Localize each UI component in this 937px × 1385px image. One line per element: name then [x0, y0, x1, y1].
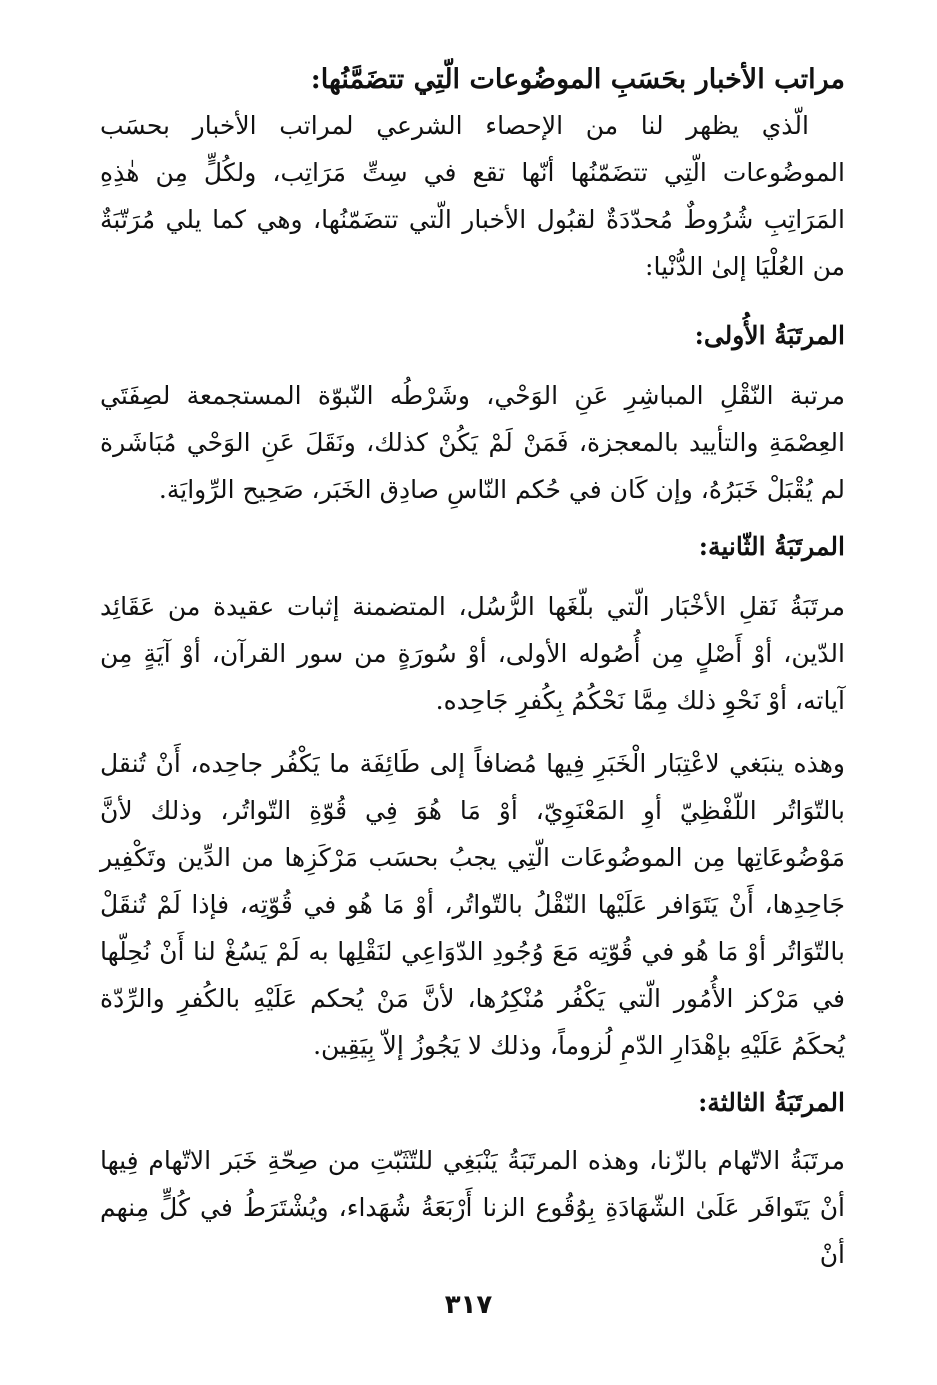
section-second-rank-paragraph-1: مرتَبَةُ نَقلِ الأخْبَار الّتي بلّغَها الرُّسُل، المتضمنة إثبات عقيدة من عَقَائِد الدّين، أوْ أَصْلٍ مِن أُصُوله الأولى، أوْ سُورَةٍ من سور القرآن، أوْ آيَةٍ مِن آياته، أوْ نَحْوِ ذلك مِمَّا نَحْكُمُ بِكُفرِ جَاحِده. [100, 592, 845, 715]
section-third-rank-paragraph: مرتَبَةُ الاتّهام بالزّنا، وهذه المرتَبَةُ يَنْبَغِي للتّثَبّتِ من صِحّةِ خَبَر الاتّهام فِيها أنْ يَتَوافَر عَلَىٰ الشّهَادَةِ بِوُقُوع الزنا أَرْبَعَةُ شُهَداء، ويُشْتَرَطُ في كُلٍّ مِنهم أنْ [100, 1146, 845, 1269]
section-first-rank-paragraph: مرتبة النّقْلِ المباشِرِ عَنِ الوَحْي، وشَرْطُه النّبوّة المستجمعة لصِفَتَي العِصْمَةِ والتأييد بالمعجزة، فَمَنْ لَمْ يَكُنْ كذلك، ونَقَلَ عَنِ الوَحْي مُبَاشَرة لم يُقْبَلْ خَبَرُهُ، وإن كَان في حُكم النّاسِ صادِق الخَبَر، صَحِيح الرِّوايَة. [100, 381, 845, 504]
section-heading-second-rank: المرتَبَةُ الثّانية: [698, 532, 845, 561]
page-title: مراتب الأخبار بحَسَبِ الموضُوعات الّتِي تتضَمَّنُها: [310, 64, 845, 95]
page-number: ٣١٧ [444, 1290, 493, 1320]
section-heading-first-rank: المرتَبَةُ الأُولى: [694, 321, 845, 350]
intro-paragraph: الّذي يظهر لنا من الإحصاء الشرعي لمراتب الأخبار بحسَب الموضُوعات الّتِي تتضَمّنُها أنّها تقع في سِتِّ مَرَاتِب، ولكُلٍّ مِن هٰذِهِ المَرَاتِبِ شُرُوطٌ مُحدّدَةٌ لقبُول الأخبار الّتي تتضَمّنُها، وهي كما يلي مُرَتّبَةٌ من العُلْيَا إلىٰ الدُّنْيا: [100, 111, 845, 281]
section-heading-third-rank: المرتَبَةُ الثالثة: [698, 1088, 845, 1117]
section-second-rank-paragraph-2: وهذه ينبَغي لاعْتِبَار الْخَبَرِ فِيها مُضافاً إلى طَائِفَة ما يَكْفُر جاحِده، أَنْ تُنقل بالتّوَاتُر اللّفْظِيّ أوِ المَعْنَوِيّ، أوْ مَا هُوَ فِي قُوّةِ التّواتُر، وذلك لأنَّ مَوْضُوعَاتِها مِن الموضُوعَات الّتِي يجبُ بحسَب مَرْكَزِها من الدِّين وتَكْفِير جَاحِدِها، أَنْ يَتَوَافر عَلَيْها النّقْلُ بالتّواتُر، أوْ مَا هُو في قُوّتِه، فإذا لَمْ تُنقَلْ بالتّوَاتُر أوْ مَا هُو في قُوّتِه مَعَ وُجُودِ الدّوَاعِي لنَقْلِها به لَمْ يَسُغْ لنا أَنْ نُحِلّها في مَرْكز الأُمُور الّتي يَكْفُر مُنْكِرُها، لأنَّ مَنْ يُحكم عَلَيْهِ بالكُفرِ والرِّدّة يُحكَمُ عَلَيْهِ بإهْدَارِ الدّمِ لُزوماً، وذلك لا يَجُوزُ إلاّ بِيَقِين. [100, 749, 845, 1060]
document-page [100, 60, 845, 1278]
